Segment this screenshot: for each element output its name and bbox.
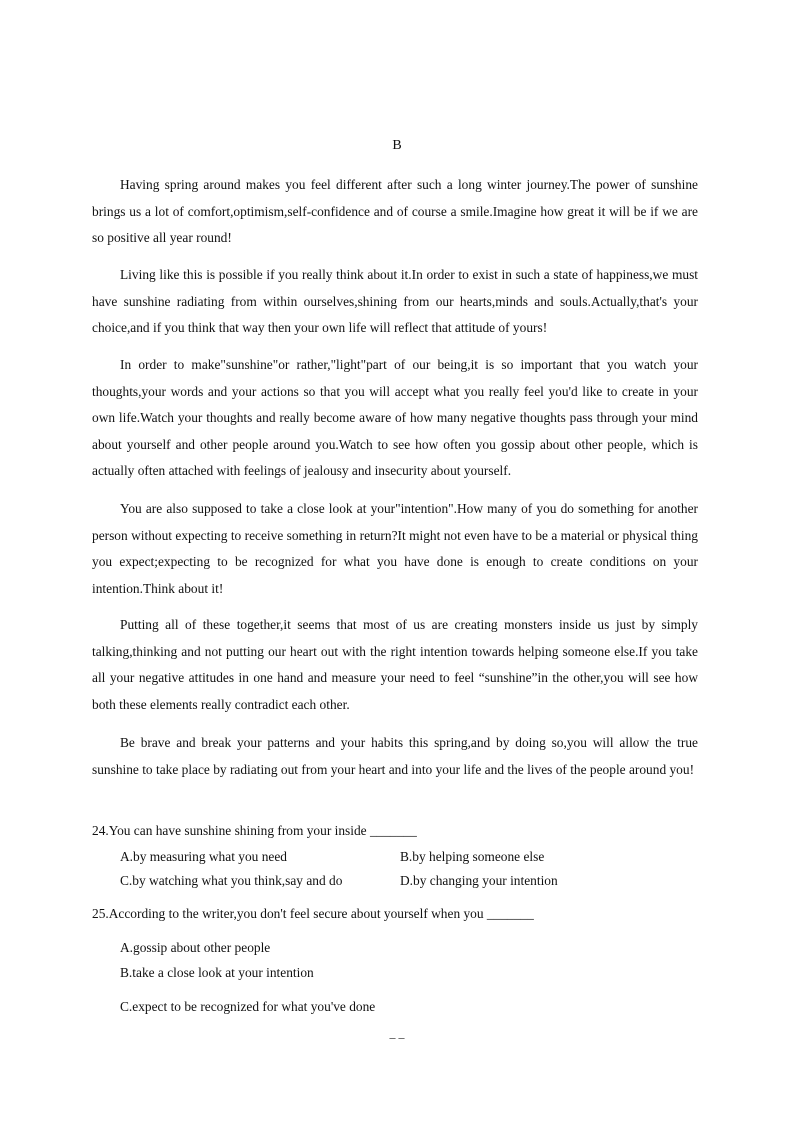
question-25-option-c[interactable]: C.expect to be recognized for what you've done — [120, 999, 376, 1014]
paragraph-6: Be brave and break your patterns and your habits this spring,and by doing so,you will allow the true sunshine to take place by radiating out from your heart and into your life and the lives of the people around you! — [92, 735, 698, 777]
question-24-option-b[interactable]: B.by helping someone else — [400, 849, 545, 864]
question-24-option-a[interactable]: A.by measuring what you need — [120, 849, 287, 864]
question-24-stem: 24.You can have sunshine shining from your inside _______ — [92, 823, 417, 838]
question-25-option-a[interactable]: A.gossip about other people — [120, 940, 271, 955]
question-25-option-b[interactable]: B.take a close look at your intention — [120, 965, 314, 980]
page-footer: – – — [389, 1030, 405, 1044]
paragraph-2: Living like this is possible if you really think about it.In order to exist in such a state of happiness,we must have sunshine radiating from within ourselves,shining from our hearts,minds and souls.Actually,that's your choice,and if you think that way then your own life will reflect that attitude of yours! — [92, 267, 698, 335]
question-25-stem: 25.According to the writer,you don't feel secure about yourself when you _______ — [92, 906, 534, 921]
paragraph-4: You are also supposed to take a close look at your"intention".How many of you do something for another person without expecting to receive something in return?It might not even have to be a material or physical thing you expect;expecting to be recognized for what you have done is enough to create conditions on your intention.Think about it! — [92, 501, 698, 596]
paragraph-3: In order to make"sunshine"or rather,"light"part of our being,it is so important that you watch your thoughts,your words and your actions so that you will accept what you really feel you'd like to create in your own life.Watch your thoughts and really become aware of how many negative thoughts pass through your mind about yourself and other people around you.Watch to see how often you gossip about other people, which is actually often attached with feelings of jealousy and insecurity about yourself. — [92, 357, 698, 478]
question-24-option-d[interactable]: D.by changing your intention — [400, 873, 558, 888]
question-24-option-c[interactable]: C.by watching what you think,say and do — [120, 873, 343, 888]
paragraph-1: Having spring around makes you feel different after such a long winter journey.The power of sunshine brings us a lot of comfort,optimism,self-confidence and of course a smile.Imagine how great it will be if we are so positive all year round! — [92, 177, 698, 245]
section-heading: B — [392, 138, 402, 153]
paragraph-5: Putting all of these together,it seems that most of us are creating monsters inside us just by simply talking,thinking and not putting our heart out with the right intention towards helping someone else.If you take all your negative attitudes in one hand and measure your need to feel “sunshine”in the other,you will see how both these elements really contradict each other. — [92, 617, 698, 712]
